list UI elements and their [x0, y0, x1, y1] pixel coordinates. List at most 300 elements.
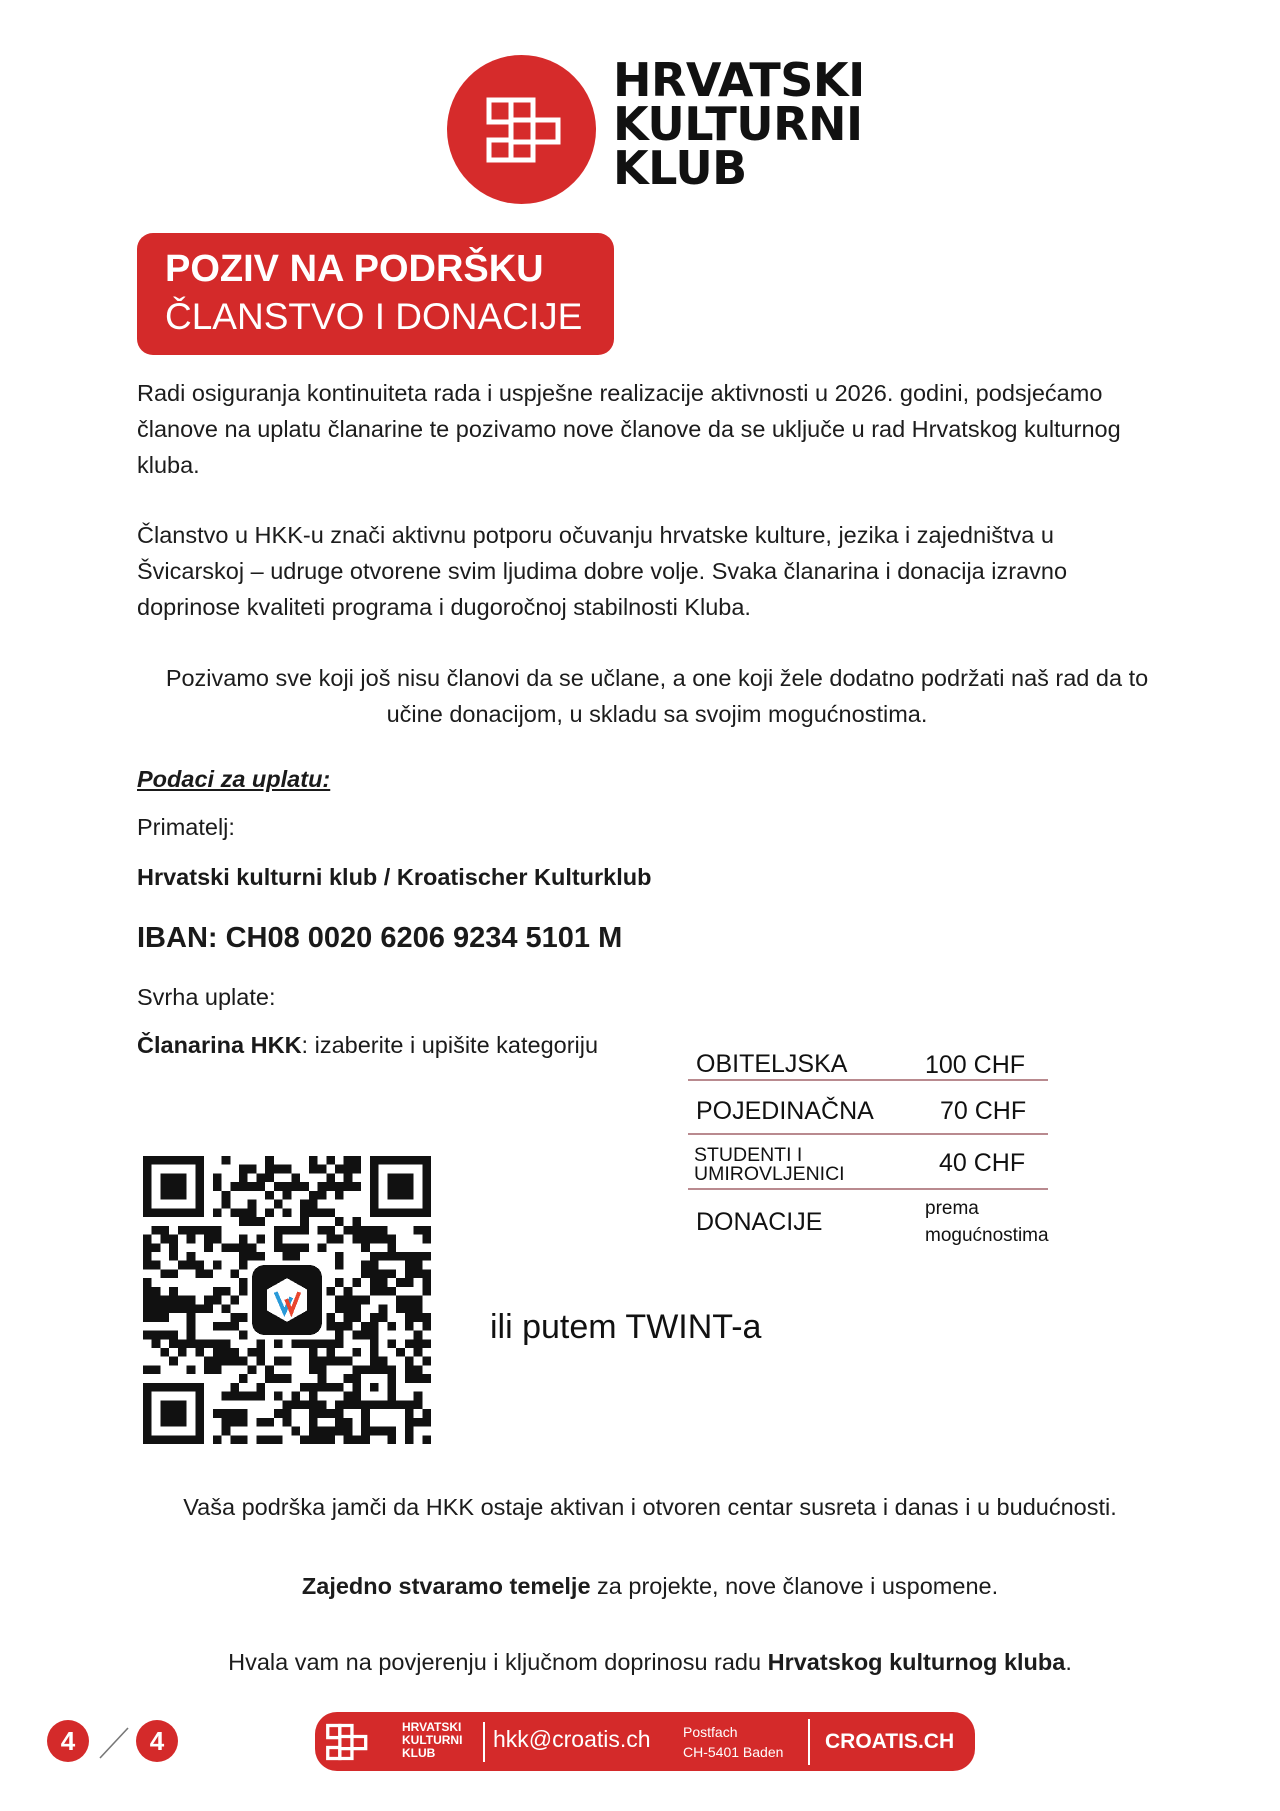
qr-module [361, 1226, 370, 1235]
qr-module [283, 1208, 292, 1217]
qr-module [318, 1435, 327, 1444]
qr-module [143, 1331, 152, 1340]
qr-module [422, 1357, 431, 1366]
qr-module [422, 1252, 431, 1261]
qr-module [291, 1226, 300, 1235]
fee-category [694, 1146, 845, 1184]
qr-module [370, 1357, 379, 1366]
qr-module [152, 1296, 161, 1305]
qr-module [405, 1304, 414, 1313]
qr-module [344, 1374, 353, 1383]
closing-together-bold: Zajedno stvaramo temelje [301, 1573, 591, 1599]
banner-title: POZIV NA PODRŠKU [165, 248, 544, 290]
qr-module [405, 1313, 414, 1322]
qr-module [265, 1208, 274, 1217]
qr-module [414, 1348, 423, 1357]
qr-module [283, 1243, 292, 1252]
qr-module [326, 1383, 335, 1392]
qr-module [195, 1339, 204, 1348]
qr-module [248, 1182, 257, 1191]
fee-category-line: UMIROVLJENICI [694, 1163, 845, 1185]
twint-qr-code[interactable] [143, 1155, 431, 1445]
qr-module [361, 1322, 370, 1331]
qr-module [318, 1400, 327, 1409]
qr-module [335, 1165, 344, 1174]
logo-line: KULTURNI [613, 97, 863, 151]
qr-module [160, 1296, 169, 1305]
qr-module [239, 1374, 248, 1383]
qr-module [309, 1200, 318, 1209]
qr-module [370, 1322, 379, 1331]
qr-module [422, 1313, 431, 1322]
qr-module [370, 1287, 379, 1296]
qr-module [405, 1374, 414, 1383]
qr-module [256, 1252, 265, 1261]
qr-module [414, 1331, 423, 1340]
qr-module [143, 1261, 152, 1270]
qr-module [195, 1304, 204, 1313]
qr-module [283, 1252, 292, 1261]
qr-module [344, 1287, 353, 1296]
qr-module [169, 1269, 178, 1278]
qr-module [187, 1235, 196, 1244]
qr-module [169, 1357, 178, 1366]
page-separator-icon [94, 1722, 134, 1762]
qr-module [265, 1156, 274, 1165]
qr-module [309, 1392, 318, 1401]
qr-module [283, 1374, 292, 1383]
qr-module [239, 1173, 248, 1182]
qr-module [256, 1392, 265, 1401]
qr-module [300, 1182, 309, 1191]
qr-module [265, 1165, 274, 1174]
qr-module [248, 1392, 257, 1401]
qr-module [248, 1243, 257, 1252]
qr-module [344, 1322, 353, 1331]
qr-module [300, 1339, 309, 1348]
qr-module [230, 1392, 239, 1401]
fee-note-line: mogućnostima [925, 1225, 1049, 1246]
qr-module [230, 1418, 239, 1427]
qr-module [326, 1287, 335, 1296]
qr-module [143, 1278, 152, 1287]
qr-module [309, 1409, 318, 1418]
qr-module [361, 1243, 370, 1252]
qr-module [370, 1427, 379, 1436]
membership-paragraph: Članstvo u HKK-u znači aktivnu potporu očuvanju hrvatske kulture, jezika i zajedništva u Švicarskoj – udruge otvorene svim ljudima dobre volje. Svaka članarina i donacija izravno doprinose kvaliteti programa i dugoročnoj stabilnosti Kluba. [137, 522, 1068, 620]
qr-module [265, 1365, 274, 1374]
qr-module [422, 1322, 431, 1331]
qr-module [387, 1252, 396, 1261]
qr-module [361, 1269, 370, 1278]
qr-module [335, 1357, 344, 1366]
qr-module [318, 1208, 327, 1217]
qr-module [187, 1261, 196, 1270]
qr-module [283, 1400, 292, 1409]
qr-module [213, 1173, 222, 1182]
qr-module [204, 1304, 213, 1313]
qr-module [396, 1304, 405, 1313]
qr-module [422, 1409, 431, 1418]
qr-module [326, 1348, 335, 1357]
qr-module [405, 1409, 414, 1418]
qr-module [344, 1173, 353, 1182]
qr-module [239, 1331, 248, 1340]
qr-module [283, 1418, 292, 1427]
qr-module [265, 1435, 274, 1444]
closing-together-rest: za projekte, nove članove i uspomene. [590, 1573, 999, 1599]
qr-module [169, 1287, 178, 1296]
qr-module [352, 1278, 361, 1287]
fee-category-line: STUDENTI I [694, 1144, 803, 1166]
qr-module [230, 1269, 239, 1278]
qr-module [204, 1235, 213, 1244]
qr-module [213, 1208, 222, 1217]
qr-module [143, 1243, 152, 1252]
qr-module [213, 1287, 222, 1296]
qr-module [335, 1322, 344, 1331]
qr-module [274, 1392, 283, 1401]
qr-module [222, 1348, 231, 1357]
qr-module [178, 1261, 187, 1270]
fee-row [688, 1135, 1048, 1190]
qr-module [318, 1182, 327, 1191]
qr-module [230, 1208, 239, 1217]
qr-module [318, 1427, 327, 1436]
qr-module [344, 1226, 353, 1235]
qr-module [195, 1261, 204, 1270]
qr-module [204, 1226, 213, 1235]
qr-module [230, 1182, 239, 1191]
logo-line: KLUB [613, 141, 747, 195]
qr-module [256, 1182, 265, 1191]
recipient-label: Primatelj: [137, 814, 235, 840]
qr-module [291, 1400, 300, 1409]
qr-module [187, 1313, 196, 1322]
qr-module [344, 1165, 353, 1174]
footer-email-link[interactable]: hkk@croatis.ch [493, 1726, 651, 1752]
qr-module [143, 1365, 152, 1374]
qr-module [352, 1156, 361, 1165]
qr-module [160, 1348, 169, 1357]
qr-module [335, 1261, 344, 1270]
qr-module [300, 1383, 309, 1392]
qr-module [370, 1252, 379, 1261]
qr-module [309, 1348, 318, 1357]
title-banner [137, 233, 614, 355]
qr-module [344, 1400, 353, 1409]
qr-module [204, 1269, 213, 1278]
qr-module [405, 1252, 414, 1261]
qr-module [387, 1269, 396, 1278]
qr-module [230, 1313, 239, 1322]
qr-module [370, 1261, 379, 1270]
qr-module [265, 1191, 274, 1200]
qr-module [405, 1365, 414, 1374]
qr-module [300, 1200, 309, 1209]
qr-module [239, 1165, 248, 1174]
qr-module [370, 1235, 379, 1244]
qr-module [379, 1226, 388, 1235]
qr-module [230, 1296, 239, 1305]
qr-module [239, 1235, 248, 1244]
qr-module [143, 1287, 152, 1296]
qr-module [326, 1339, 335, 1348]
qr-module [335, 1418, 344, 1427]
qr-module [335, 1400, 344, 1409]
qr-module [326, 1322, 335, 1331]
qr-module [283, 1182, 292, 1191]
qr-module [352, 1331, 361, 1340]
qr-module [370, 1313, 379, 1322]
qr-module [405, 1418, 414, 1427]
qr-module [396, 1296, 405, 1305]
qr-module [152, 1261, 161, 1270]
qr-module [204, 1243, 213, 1252]
qr-module [300, 1243, 309, 1252]
qr-module [387, 1243, 396, 1252]
qr-module [222, 1304, 231, 1313]
qr-module [152, 1243, 161, 1252]
qr-module [178, 1348, 187, 1357]
qr-module [387, 1322, 396, 1331]
qr-module [291, 1173, 300, 1182]
qr-module [335, 1252, 344, 1261]
qr-module [143, 1235, 152, 1244]
qr-module [309, 1357, 318, 1366]
qr-module [309, 1400, 318, 1409]
qr-module [370, 1339, 379, 1348]
qr-module [213, 1348, 222, 1357]
closing-thanks-bold: Hrvatskog kulturnog kluba [767, 1649, 1066, 1675]
qr-module [379, 1427, 388, 1436]
qr-module [248, 1165, 257, 1174]
qr-module [344, 1418, 353, 1427]
qr-module [222, 1418, 231, 1427]
qr-module [361, 1296, 370, 1305]
total-pages-badge: 4 [136, 1720, 178, 1762]
qr-module [222, 1409, 231, 1418]
logo-wordmark [613, 53, 865, 195]
qr-module [187, 1339, 196, 1348]
footer-brand-line: KLUB [402, 1746, 436, 1760]
qr-module [230, 1322, 239, 1331]
qr-module [344, 1182, 353, 1191]
qr-module [265, 1173, 274, 1182]
qr-module [422, 1435, 431, 1444]
qr-module [178, 1339, 187, 1348]
qr-module [195, 1226, 204, 1235]
qr-module [213, 1339, 222, 1348]
qr-module [414, 1400, 423, 1409]
qr-module [274, 1226, 283, 1235]
qr-module [326, 1235, 335, 1244]
qr-module [335, 1217, 344, 1226]
qr-module [352, 1313, 361, 1322]
qr-module [318, 1357, 327, 1366]
qr-module [352, 1304, 361, 1313]
qr-module [361, 1331, 370, 1340]
qr-module [274, 1435, 283, 1444]
qr-module [213, 1261, 222, 1270]
recipient-name: Hrvatski kulturni klub / Kroatischer Kulturklub [137, 864, 652, 890]
qr-module [344, 1357, 353, 1366]
qr-module [352, 1226, 361, 1235]
qr-module [414, 1296, 423, 1305]
qr-module [387, 1427, 396, 1436]
qr-module [300, 1435, 309, 1444]
qr-module [326, 1182, 335, 1191]
qr-module [422, 1278, 431, 1287]
qr-module [169, 1252, 178, 1261]
qr-module [379, 1304, 388, 1313]
qr-module [187, 1296, 196, 1305]
qr-module [204, 1357, 213, 1366]
fee-row [688, 1050, 1048, 1081]
qr-module [169, 1243, 178, 1252]
qr-module [256, 1435, 265, 1444]
qr-module [222, 1357, 231, 1366]
footer-address [683, 1722, 783, 1762]
qr-module [213, 1235, 222, 1244]
qr-module [222, 1322, 231, 1331]
qr-module [414, 1365, 423, 1374]
qr-module [335, 1339, 344, 1348]
qr-module [204, 1365, 213, 1374]
qr-module [160, 1304, 169, 1313]
qr-module [344, 1313, 353, 1322]
qr-module [274, 1374, 283, 1383]
purpose-label: Svrha uplate: [137, 984, 276, 1010]
qr-module [291, 1182, 300, 1191]
qr-module [318, 1409, 327, 1418]
qr-module [344, 1427, 353, 1436]
closing-together [150, 1572, 1150, 1600]
qr-module [414, 1304, 423, 1313]
qr-module [326, 1156, 335, 1165]
footer-address-line: CH-5401 Baden [683, 1744, 784, 1760]
qr-module [143, 1313, 152, 1322]
qr-module [414, 1269, 423, 1278]
footer-address-line: Postfach [683, 1724, 738, 1740]
fee-amount: 100 CHF [925, 1051, 1026, 1079]
qr-module [283, 1357, 292, 1366]
qr-module [152, 1339, 161, 1348]
qr-module [318, 1191, 327, 1200]
qr-module [230, 1357, 239, 1366]
closing-thanks [150, 1648, 1150, 1676]
qr-module [274, 1243, 283, 1252]
qr-module [379, 1357, 388, 1366]
qr-module [239, 1261, 248, 1270]
qr-module [213, 1365, 222, 1374]
twint-text: ili putem TWINT-a [490, 1308, 762, 1346]
qr-module [352, 1296, 361, 1305]
qr-module [222, 1156, 231, 1165]
qr-module [213, 1409, 222, 1418]
qr-module [291, 1427, 300, 1436]
qr-module [309, 1383, 318, 1392]
qr-module [222, 1287, 231, 1296]
fee-row [688, 1190, 1048, 1250]
hkk-cross-emblem-icon [484, 95, 564, 165]
qr-module [335, 1383, 344, 1392]
qr-module [361, 1427, 370, 1436]
qr-module [309, 1339, 318, 1348]
qr-module [143, 1304, 152, 1313]
qr-module [274, 1339, 283, 1348]
qr-module [187, 1304, 196, 1313]
qr-module [256, 1418, 265, 1427]
qr-module [405, 1400, 414, 1409]
qr-module [396, 1348, 405, 1357]
qr-module [387, 1339, 396, 1348]
qr-module [187, 1226, 196, 1235]
qr-module [318, 1243, 327, 1252]
closing-thanks-start: Hvala vam na povjerenju i ključnom doprinosu radu [228, 1649, 768, 1675]
qr-module [195, 1348, 204, 1357]
qr-module [283, 1409, 292, 1418]
logo-line: HRVATSKI [613, 53, 865, 107]
qr-module [379, 1313, 388, 1322]
qr-module [291, 1243, 300, 1252]
qr-module [178, 1304, 187, 1313]
qr-module [256, 1339, 265, 1348]
qr-module [405, 1357, 414, 1366]
qr-module [326, 1427, 335, 1436]
qr-module [213, 1357, 222, 1366]
qr-module [318, 1165, 327, 1174]
qr-module [370, 1226, 379, 1235]
qr-module [160, 1331, 169, 1340]
qr-module [309, 1418, 318, 1427]
qr-module [143, 1252, 152, 1261]
qr-module [326, 1435, 335, 1444]
qr-module [291, 1252, 300, 1261]
qr-module [326, 1173, 335, 1182]
qr-module [256, 1173, 265, 1182]
qr-module [405, 1261, 414, 1270]
qr-module [256, 1235, 265, 1244]
qr-module [222, 1392, 231, 1401]
qr-module [230, 1383, 239, 1392]
qr-module [256, 1217, 265, 1226]
qr-module [352, 1165, 361, 1174]
qr-module [152, 1313, 161, 1322]
qr-module [361, 1235, 370, 1244]
footer-website-link[interactable]: CROATIS.CH [825, 1730, 955, 1753]
qr-module [204, 1296, 213, 1305]
qr-module [405, 1435, 414, 1444]
qr-module [318, 1365, 327, 1374]
qr-module [222, 1427, 231, 1436]
qr-module [422, 1374, 431, 1383]
qr-module [405, 1322, 414, 1331]
qr-module [239, 1357, 248, 1366]
qr-module [335, 1235, 344, 1244]
qr-module [414, 1418, 423, 1427]
closing-thanks-end: . [1065, 1649, 1072, 1675]
membership-label: Članarina HKK [137, 1032, 302, 1058]
qr-module [379, 1287, 388, 1296]
qr-module [379, 1252, 388, 1261]
qr-module [335, 1409, 344, 1418]
payment-heading: Podaci za uplatu: [137, 766, 331, 792]
qr-module [335, 1331, 344, 1340]
qr-module [178, 1296, 187, 1305]
qr-module [283, 1226, 292, 1235]
qr-module [230, 1243, 239, 1252]
